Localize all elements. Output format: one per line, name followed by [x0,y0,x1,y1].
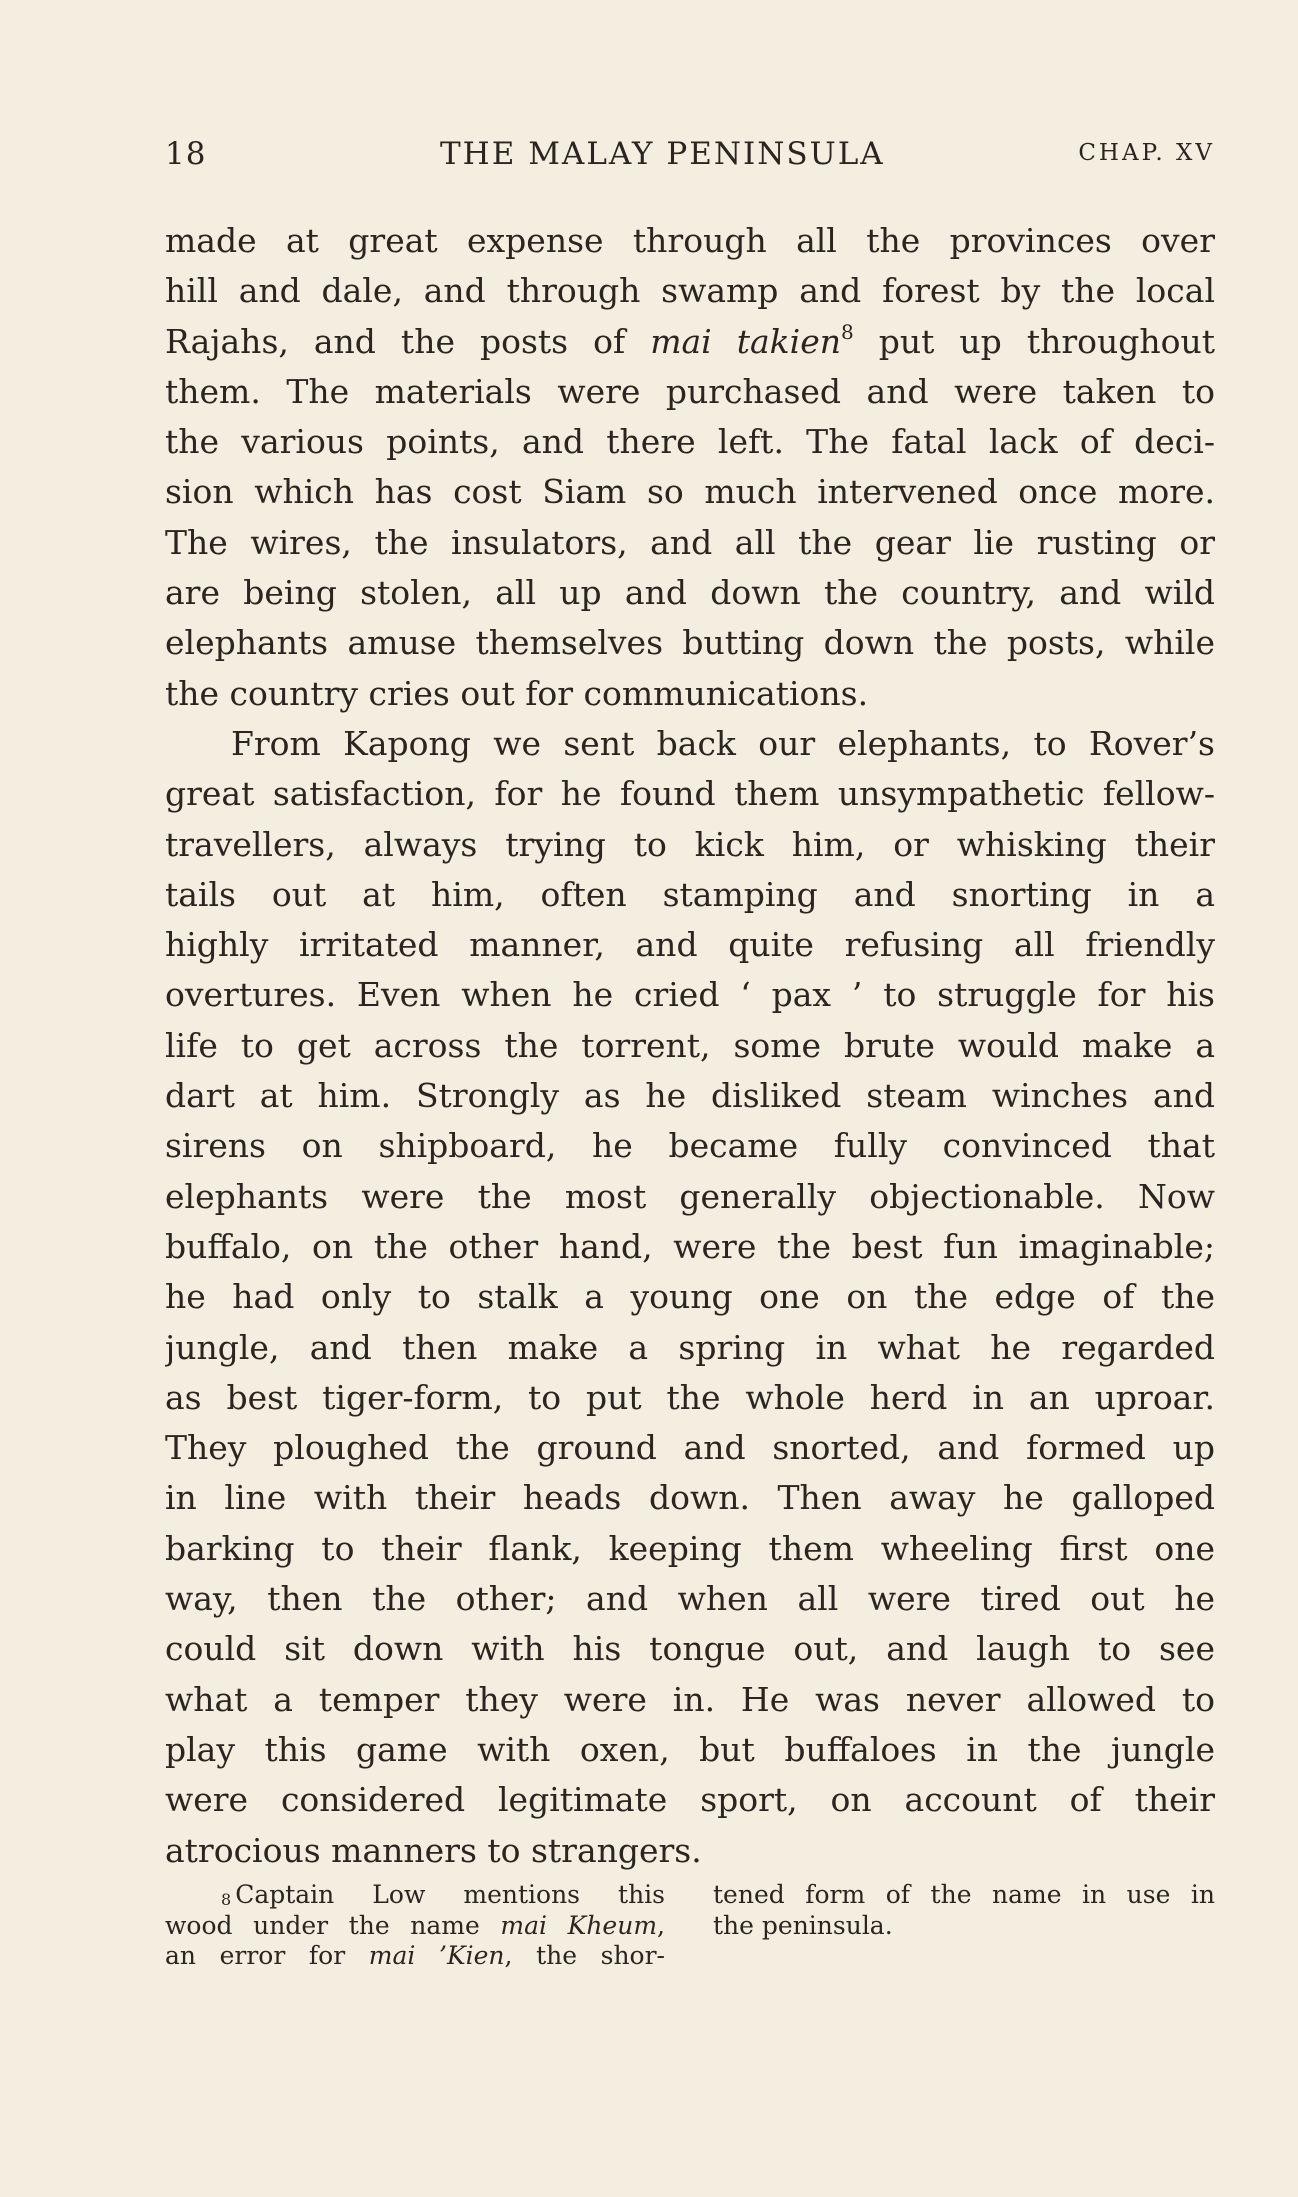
text-line: the various points, and there left. The fatal lack of deci- [165,422,1215,462]
text-line: sion which has cost Siam so much intervened once more. [165,472,1215,512]
text-line: overtures. Even when he cried ‘ pax ’ to struggle for his [165,975,1215,1015]
text-line: barking to their flank, keeping them wheeling first one [165,1528,1215,1568]
italic-term: mai takien [650,321,842,361]
footnote-line [165,1880,665,1911]
italic-term: mai ’Kien [368,1941,505,1970]
footnote-line [165,1911,665,1942]
text-line: tails out at him, often stamping and snorting in a [165,874,1215,914]
text-line [165,317,1215,367]
text-run: Rajahs, and the posts of [165,321,651,361]
text-run: , the shor- [504,1941,665,1970]
text-line: elephants were the most generally objectionable. Now [165,1176,1215,1216]
footnote-column-left [165,1880,665,1972]
text-line: what a temper they were in. He was never allowed to [165,1679,1215,1719]
text-line: dart at him. Strongly as he disliked steam winches and [165,1076,1215,1116]
text-line: jungle, and then make a spring in what he regarded [165,1327,1215,1367]
text-line: are being stolen, all up and down the country, and wild [165,573,1215,613]
footnote-line: the peninsula. [713,1910,893,1940]
text-run: put up throughout [853,321,1215,361]
text-line: made at great expense through all the provinces over [165,221,1215,260]
text-line: atrocious manners to strangers. [165,1830,702,1870]
page-header [165,136,1215,176]
footnote-line [165,1941,665,1972]
text-line: he had only to stalk a young one on the edge of the [165,1277,1215,1317]
text-line: elephants amuse themselves butting down the posts, while [165,623,1215,663]
text-run: an error for [165,1941,369,1970]
text-line: them. The materials were purchased and were taken to [165,371,1215,411]
page-number: 18 [165,136,207,172]
text-line: great satisfaction, for he found them unsympathetic fellow- [165,774,1215,814]
text-run: Captain Low mentions this [235,1880,665,1909]
text-line: play this game with oxen, but buffaloes in the jungle [165,1729,1215,1769]
chapter-label: CHAP. XV [1078,140,1215,166]
text-line: could sit down with his tongue out, and laugh to see [165,1629,1215,1669]
italic-term: mai Kheum [500,1910,658,1940]
text-line: in line with their heads down. Then away he galloped [165,1478,1215,1518]
text-line: They ploughed the ground and snorted, and formed up [165,1428,1215,1468]
text-line: the country cries out for communications. [165,673,869,713]
text-line: sirens on shipboard, he became fully convinced that [165,1126,1215,1166]
footnotes [165,1880,1215,1990]
text-line: were considered legitimate sport, on account of their [165,1780,1215,1820]
text-line: buffalo, on the other hand, were the best fun imaginable; [165,1226,1215,1266]
running-title: THE MALAY PENINSULA [440,136,885,172]
body-text [165,216,1215,1876]
text-line: life to get across the torrent, some brute would make a [165,1025,1215,1065]
footnote-column-right [713,1880,1215,1941]
text-run: wood under the name [165,1910,501,1940]
text-line: as best tiger-form, to put the whole herd in an uproar. [165,1377,1215,1417]
text-line: From Kapong we sent back our elephants, to Rover’s [231,723,1215,763]
footnote-line: tened form of the name in use in [713,1880,1215,1909]
text-line: The wires, the insulators, and all the gear lie rusting or [165,522,1215,562]
text-line: way, then the other; and when all were tired out he [165,1579,1215,1619]
text-line: travellers, always trying to kick him, or whisking their [165,824,1215,864]
text-line: highly irritated manner, and quite refusing all friendly [165,925,1215,965]
footnote-reference: 8 [841,319,854,344]
text-run: , [657,1910,665,1940]
text-line: hill and dale, and through swamp and forest by the local [165,271,1215,311]
footnote-marker: 8 [221,1890,232,1909]
